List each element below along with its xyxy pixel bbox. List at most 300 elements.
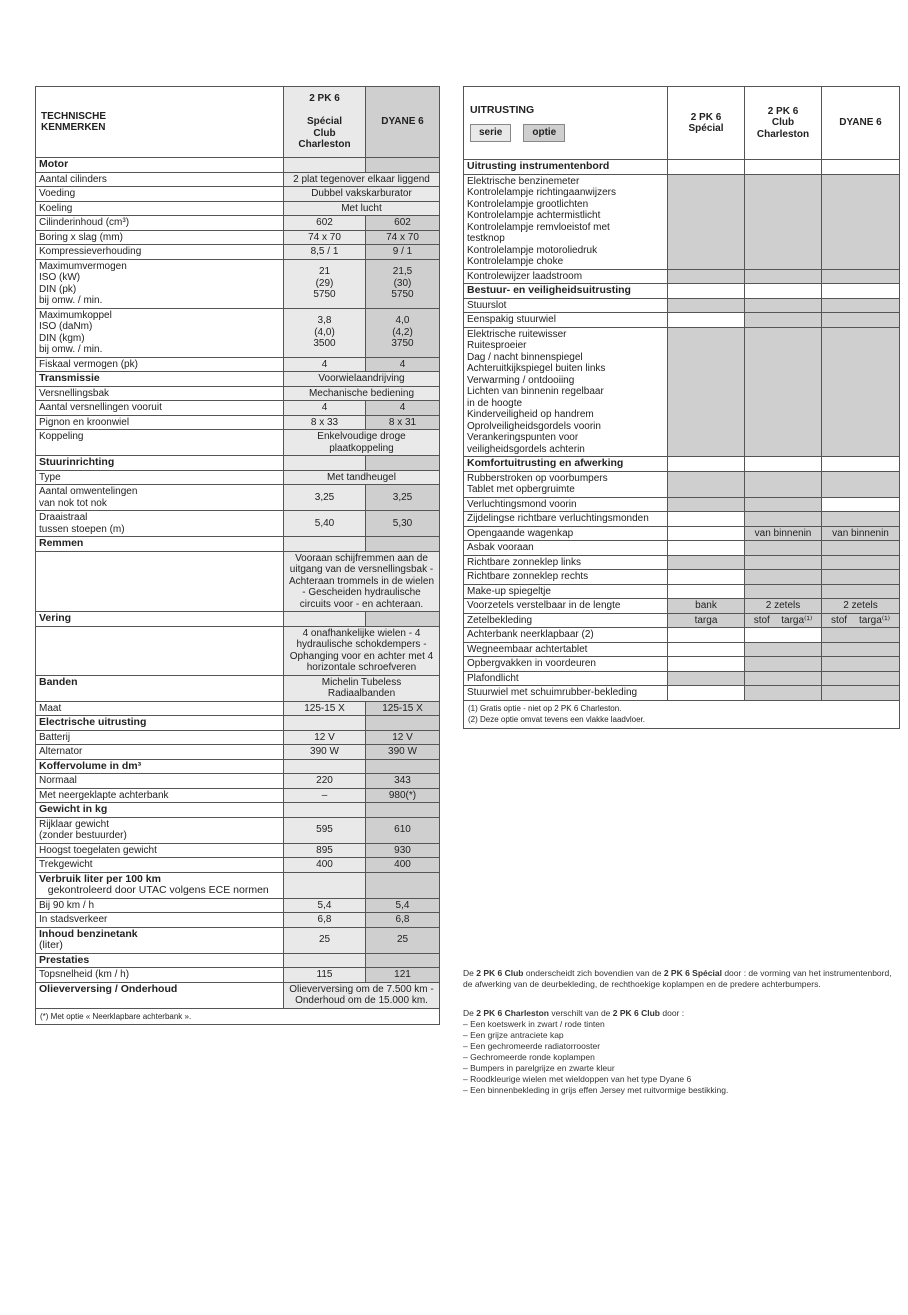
equipment-row [464, 174, 900, 269]
equipment-row [464, 657, 900, 672]
equipment-label: Kontrolewijzer laadstroom [464, 269, 668, 284]
spec-label [36, 172, 284, 187]
equipment-cell: van binnenin [822, 526, 900, 541]
spec-row [36, 927, 440, 953]
spec-label-text: Versnellingsbak [39, 387, 110, 399]
equipment-label: Zetelbekleding [464, 613, 668, 628]
spec-label [36, 470, 284, 485]
spec-value-dyane6: 5,30 [366, 511, 440, 537]
spec-label-text: Inhoud benzinetank [39, 927, 138, 940]
spec-label [36, 982, 284, 1008]
spec-label-text: Vering [39, 612, 72, 624]
equipment-cell [745, 269, 822, 284]
spec-label [36, 187, 284, 202]
equipment-label: Achterbank neerklapbaar (2) [464, 628, 668, 643]
equipment-label: Opengaande wagenkap [464, 526, 668, 541]
equipment-cell [668, 541, 745, 556]
equipment-cell [668, 657, 745, 672]
equipment-row [464, 313, 900, 328]
equipment-label: Asbak vooraan [464, 541, 668, 556]
spec-label [36, 716, 284, 731]
spec-label [36, 259, 284, 308]
spec-empty-2pk6 [284, 872, 366, 898]
spec-value-dyane6: 4 [366, 357, 440, 372]
equipment-row [464, 541, 900, 556]
spec-label-text: Maximumvermogen ISO (kW) DIN (pk) bij omw. / min. [39, 260, 127, 306]
charleston-list-item: – Bumpers in parelgrijze en zwarte kleur [463, 1063, 615, 1073]
equipment-cell [822, 584, 900, 599]
spec-sublabel: (liter) [39, 939, 63, 951]
charleston-list-item: – Een binnenbekleding in grijs effen Jersey met ruitvormige bestikking. [463, 1085, 729, 1095]
spec-label [36, 774, 284, 789]
equipment-row [464, 298, 900, 313]
spec-label [36, 430, 284, 456]
equipment-cell [822, 327, 900, 457]
spec-label [36, 456, 284, 471]
spec-value-shared: Olieverversing om de 7.500 km - Onderhoud om de 15.000 km. [284, 982, 440, 1008]
charleston-list-item: – Een gechromeerde radiatorrooster [463, 1041, 601, 1051]
spec-label [36, 612, 284, 627]
spec-row [36, 456, 440, 471]
spec-row [36, 843, 440, 858]
spec-label [36, 511, 284, 537]
spec-row [36, 357, 440, 372]
spec-label [36, 788, 284, 803]
equipment-cell [822, 457, 900, 472]
spec-label-text: Type [39, 471, 61, 483]
spec-value-shared: 4 onafhankelijke wielen - 4 hydraulische schokdempers - Ophanging voor en achter met 4 horizontale schroefveren [284, 626, 440, 675]
spec-empty-2pk6 [284, 612, 366, 627]
equipment-row [464, 613, 900, 628]
spec-row [36, 745, 440, 760]
equipment-cell [822, 555, 900, 570]
equipment-row [464, 471, 900, 497]
spec-row [36, 872, 440, 898]
spec-label [36, 872, 284, 898]
spec-row [36, 675, 440, 701]
spec-label-text: Trekgewicht [39, 859, 93, 870]
spec-label-text: Cilinderinhoud (cm³) [39, 217, 130, 228]
equipment-cell [822, 497, 900, 512]
spec-label-text: Fiskaal vermogen (pk) [39, 358, 138, 370]
spec-label-text: Draaistraal tussen stoepen (m) [39, 512, 125, 535]
equipment-cell [745, 512, 822, 527]
equipment-label: Richtbare zonneklep links [464, 555, 668, 570]
spec-empty-dyane6 [366, 872, 440, 898]
equipment-cell [668, 313, 745, 328]
charleston-list-item: – Een grijze antraciete kap [463, 1030, 564, 1040]
equipment-cell [745, 628, 822, 643]
equipment-row [464, 327, 900, 457]
spec-value-dyane6: 8 x 31 [366, 415, 440, 430]
legend-optie: optie [523, 124, 565, 142]
spec-label [36, 401, 284, 416]
spec-row [36, 730, 440, 745]
spec-row [36, 401, 440, 416]
spec-row [36, 612, 440, 627]
spec-label-text: Pignon en kroonwiel [39, 416, 130, 428]
spec-label-text: Olieverversing / Onderhoud [39, 982, 178, 995]
spec-row [36, 803, 440, 818]
col-2pk6-club-charleston: 2 PK 6 Club Charleston [745, 87, 822, 160]
spec-value-dyane6: 390 W [366, 745, 440, 760]
spec-row [36, 386, 440, 401]
equip-footnote-2: (2) Deze optie omvat tevens een vlakke laadvloer. [468, 715, 645, 724]
equipment-cell [822, 174, 900, 269]
spec-label [36, 386, 284, 401]
equipment-label: Komfortuitrusting en afwerking [464, 457, 668, 472]
spec-label-text: Voeding [39, 188, 76, 199]
spec-value-dyane6: 4 [366, 401, 440, 416]
equipment-cell [668, 570, 745, 585]
spec-label-text: Normaal [39, 775, 77, 786]
equipment-label: Verluchtingsmond voorin [464, 497, 668, 512]
specs-table [35, 86, 440, 1025]
equipment-cell [668, 497, 745, 512]
spec-label-text: Alternator [39, 746, 83, 757]
spec-label [36, 817, 284, 843]
equipment-row [464, 526, 900, 541]
spec-label [36, 803, 284, 818]
spec-value-dyane6: 602 [366, 216, 440, 231]
equipment-row [464, 457, 900, 472]
equipment-cell-split [748, 615, 818, 627]
spec-label [36, 626, 284, 675]
spec-value-shared: 2 plat tegenover elkaar liggend [284, 172, 440, 187]
equipment-cell [668, 298, 745, 313]
equipment-cell [822, 657, 900, 672]
equipment-cell [745, 174, 822, 269]
spec-value-2pk6: 115 [284, 968, 366, 983]
equipment-label: Wegneembaar achtertablet [464, 642, 668, 657]
spec-value-dyane6: 5,4 [366, 898, 440, 913]
equipment-cell [668, 457, 745, 472]
spec-label-text: Koeling [39, 202, 73, 214]
spec-label-text: Transmissie [39, 372, 100, 384]
spec-row [36, 511, 440, 537]
spec-row [36, 716, 440, 731]
equipment-cell [745, 555, 822, 570]
spec-value-2pk6: 125-15 X [284, 701, 366, 716]
spec-label-text: Rijklaar gewicht (zonder bestuurder) [39, 818, 127, 841]
spec-value-dyane6: 400 [366, 858, 440, 873]
spec-row [36, 551, 440, 612]
spec-empty-2pk6 [284, 537, 366, 552]
equipment-cell [668, 555, 745, 570]
spec-value-dyane6: 3,25 [366, 485, 440, 511]
equipment-cell [745, 497, 822, 512]
spec-value-shared: Met tandheugel [284, 470, 440, 485]
equipment-cell-text: stof [753, 614, 770, 626]
equipment-cell [822, 284, 900, 299]
equipment-cell [668, 512, 745, 527]
equipment-cell [745, 284, 822, 299]
spec-label [36, 158, 284, 173]
spec-row [36, 953, 440, 968]
equipment-row [464, 671, 900, 686]
spec-value-shared: Enkelvoudige droge plaatkoppeling [284, 430, 440, 456]
spec-row [36, 858, 440, 873]
legend-serie: serie [470, 124, 511, 142]
equipment-cell [668, 284, 745, 299]
equipment-cell [668, 671, 745, 686]
spec-row [36, 788, 440, 803]
spec-row [36, 230, 440, 245]
equipment-cell: van binnenin [745, 526, 822, 541]
spec-row [36, 245, 440, 260]
equipment-cell [745, 298, 822, 313]
spec-row [36, 415, 440, 430]
equipment-cell [745, 160, 822, 175]
spec-label-text: Kompressieverhouding [39, 246, 142, 257]
equipment-cell [745, 570, 822, 585]
spec-value-2pk6: 4 [284, 357, 366, 372]
col-2pk6-special: 2 PK 6 Spécial [668, 87, 745, 160]
spec-row [36, 259, 440, 308]
spec-empty-dyane6 [366, 716, 440, 731]
spec-empty-dyane6 [366, 456, 440, 471]
equipment-label: Stuurslot [464, 298, 668, 313]
equipment-cell [745, 584, 822, 599]
spec-value-dyane6: 125-15 X [366, 701, 440, 716]
spec-value-2pk6: 602 [284, 216, 366, 231]
spec-value-2pk6: 595 [284, 817, 366, 843]
equipment-cell [668, 471, 745, 497]
spec-label [36, 730, 284, 745]
spec-label [36, 953, 284, 968]
spec-empty-dyane6 [366, 953, 440, 968]
spec-value-2pk6: – [284, 788, 366, 803]
spec-label-text: Met neergeklapte achterbank [39, 789, 169, 801]
spec-empty-2pk6 [284, 803, 366, 818]
equipment-cell [822, 628, 900, 643]
spec-row [36, 913, 440, 928]
equipment-cell [745, 613, 822, 628]
spec-label-text: Topsnelheid (km / h) [39, 969, 130, 980]
equipment-label: Zijdelingse richtbare verluchtingsmonden [464, 512, 668, 527]
spec-value-2pk6: 4 [284, 401, 366, 416]
spec-sublabel: gekontroleerd door UTAC volgens ECE normen [39, 884, 269, 896]
equipment-title: UITRUSTING [470, 103, 535, 116]
equipment-cell [745, 686, 822, 701]
spec-label [36, 230, 284, 245]
equipment-cell [668, 174, 745, 269]
spec-value-shared: Met lucht [284, 201, 440, 216]
equipment-cell [745, 671, 822, 686]
spec-label [36, 927, 284, 953]
spec-label [36, 968, 284, 983]
spec-label [36, 537, 284, 552]
equipment-cell [668, 584, 745, 599]
equipment-cell: 2 zetels [822, 599, 900, 614]
equipment-label: Elektrische ruitewisser Ruitesproeier Dag / nacht binnenspiegel Achteruitkijkspiegel buiten links Verwarming / ontdooiing Lichten van binnenin regelbaar in de hoogte Kinderveiligheid op handrem Oprolveiligheidsgordels voorin Verankeringspunten voor veiligheidsgordels achterin [464, 327, 668, 457]
equipment-label: Make-up spiegeltje [464, 584, 668, 599]
equipment-cell [822, 642, 900, 657]
spec-label [36, 201, 284, 216]
spec-empty-dyane6 [366, 759, 440, 774]
spec-value-dyane6: 12 V [366, 730, 440, 745]
spec-label-text: Stuurinrichting [39, 456, 115, 468]
equipment-label: Opbergvakken in voordeuren [464, 657, 668, 672]
equipment-cell [745, 457, 822, 472]
spec-label [36, 898, 284, 913]
equipment-label: Richtbare zonneklep rechts [464, 570, 668, 585]
spec-row [36, 759, 440, 774]
spec-label [36, 858, 284, 873]
spec-value-shared: Dubbel vakskarburator [284, 187, 440, 202]
spec-label-text: Electrische uitrusting [39, 716, 147, 728]
spec-label-text: Banden [39, 675, 78, 688]
equipment-cell [822, 570, 900, 585]
equipment-cell [668, 160, 745, 175]
equipment-cell-text: targa⁽¹⁾ [781, 614, 813, 626]
equipment-cell [822, 686, 900, 701]
spec-value-dyane6: 9 / 1 [366, 245, 440, 260]
equipment-cell [745, 642, 822, 657]
spec-label [36, 843, 284, 858]
spec-label-text: Aantal versnellingen vooruit [39, 402, 162, 413]
equipment-cell [822, 541, 900, 556]
equipment-cell [668, 642, 745, 657]
spec-row [36, 817, 440, 843]
spec-label-text: Bij 90 km / h [39, 899, 95, 911]
specs-footnote: (*) Met optie « Neerklapbare achterbank ». [36, 1008, 440, 1025]
spec-row [36, 968, 440, 983]
spec-label-text: Prestaties [39, 953, 90, 966]
equipment-cell [822, 313, 900, 328]
spec-empty-dyane6 [366, 803, 440, 818]
spec-row [36, 430, 440, 456]
spec-value-dyane6: 21,5 (30) 5750 [366, 259, 440, 308]
col-dyane6-equip: DYANE 6 [822, 87, 900, 160]
equipment-row [464, 570, 900, 585]
equipment-label: Stuurwiel met schuimrubber-bekleding [464, 686, 668, 701]
notes-block [463, 968, 893, 1096]
equipment-label: Uitrusting instrumentenbord [464, 160, 668, 175]
spec-label [36, 357, 284, 372]
spec-empty-2pk6 [284, 456, 366, 471]
spec-row [36, 537, 440, 552]
spec-row [36, 372, 440, 387]
equipment-cell [822, 671, 900, 686]
spec-row [36, 774, 440, 789]
spec-empty-dyane6 [366, 537, 440, 552]
charleston-list-item: – Roodkleurige wielen met wieldoppen van het type Dyane 6 [463, 1074, 692, 1084]
spec-label-text: Motor [39, 158, 69, 170]
charleston-list-item: – Een koetswerk in zwart / rode tinten [463, 1019, 605, 1029]
equipment-row [464, 686, 900, 701]
equipment-label: Eenspakig stuurwiel [464, 313, 668, 328]
equipment-cell: bank [668, 599, 745, 614]
spec-label [36, 372, 284, 387]
spec-value-2pk6: 400 [284, 858, 366, 873]
equipment-label: Plafondlicht [464, 671, 668, 686]
spec-value-dyane6: 4,0 (4,2) 3750 [366, 308, 440, 357]
spec-label [36, 308, 284, 357]
note-charleston: De 2 PK 6 Charleston verschilt van de 2 PK 6 Club door : [463, 1008, 685, 1018]
col-dyane6: DYANE 6 [366, 87, 440, 158]
spec-label [36, 701, 284, 716]
col-2pk6: 2 PK 6 Spécial Club Charleston [284, 87, 366, 158]
spec-value-2pk6: 6,8 [284, 913, 366, 928]
spec-row [36, 898, 440, 913]
spec-empty-dyane6 [366, 158, 440, 173]
equipment-cell: 2 zetels [745, 599, 822, 614]
spec-row [36, 626, 440, 675]
spec-label-text: Aantal cilinders [39, 173, 107, 185]
specs-title: TECHNISCHE KENMERKEN [36, 87, 284, 158]
spec-row [36, 470, 440, 485]
spec-label-text: Maat [39, 702, 62, 714]
equipment-row [464, 497, 900, 512]
spec-label [36, 485, 284, 511]
equipment-cell [822, 269, 900, 284]
spec-value-shared: Mechanische bediening [284, 386, 440, 401]
spec-value-dyane6: 930 [366, 843, 440, 858]
spec-value-2pk6: 5,40 [284, 511, 366, 537]
equipment-cell [668, 526, 745, 541]
equipment-row [464, 269, 900, 284]
specs-header [36, 87, 440, 158]
equipment-row [464, 599, 900, 614]
spec-value-shared: Michelin Tubeless Radiaalbanden [284, 675, 440, 701]
spec-value-2pk6: 895 [284, 843, 366, 858]
spec-label-text: Hoogst toegelaten gewicht [39, 844, 157, 856]
equipment-label: Elektrische benzinemeter Kontrolelampje richtingaanwijzers Kontrolelampje grootlichten Kontrolelampje achtermistlicht Kontrolelampje remvloeistof met testknop Kontrolelampje motoroliedruk Kontrolelampje choke [464, 174, 668, 269]
equipment-cell [668, 269, 745, 284]
equipment-row [464, 628, 900, 643]
spec-label [36, 415, 284, 430]
spec-label-text: Maximumkoppel ISO (daNm) DIN (kgm) bij omw. / min. [39, 309, 112, 355]
spec-row [36, 172, 440, 187]
equipment-cell [822, 613, 900, 628]
equipment-cell [822, 471, 900, 497]
equipment-cell [822, 160, 900, 175]
spec-label [36, 216, 284, 231]
spec-row [36, 158, 440, 173]
spec-label-text: Verbruik liter per 100 km [39, 872, 161, 885]
spec-value-2pk6: 3,8 (4,0) 3500 [284, 308, 366, 357]
spec-value-2pk6: 25 [284, 927, 366, 953]
spec-value-dyane6: 980(*) [366, 788, 440, 803]
equipment-cell [668, 628, 745, 643]
equipment-row [464, 584, 900, 599]
spec-row [36, 485, 440, 511]
equipment-row [464, 642, 900, 657]
spec-label [36, 675, 284, 701]
charleston-list [463, 1019, 893, 1096]
spec-row [36, 201, 440, 216]
spec-value-2pk6: 21 (29) 5750 [284, 259, 366, 308]
spec-value-dyane6: 74 x 70 [366, 230, 440, 245]
spec-row [36, 308, 440, 357]
spec-label [36, 759, 284, 774]
equipment-cell [745, 313, 822, 328]
spec-label-text: In stadsverkeer [39, 914, 108, 925]
spec-label-text: Boring x slag (mm) [39, 231, 123, 243]
spec-value-dyane6: 343 [366, 774, 440, 789]
spec-label-text: Batterij [39, 731, 71, 743]
spec-value-2pk6: 12 V [284, 730, 366, 745]
equipment-label: Voorzetels verstelbaar in de lengte [464, 599, 668, 614]
spec-value-shared: Voorwielaandrijving [284, 372, 440, 387]
spec-empty-dyane6 [366, 612, 440, 627]
spec-label-text: Koppeling [39, 431, 84, 442]
spec-value-2pk6: 3,25 [284, 485, 366, 511]
equipment-cell-split [825, 615, 896, 627]
spec-value-2pk6: 5,4 [284, 898, 366, 913]
spec-label-text: Koffervolume in dm³ [39, 759, 142, 772]
